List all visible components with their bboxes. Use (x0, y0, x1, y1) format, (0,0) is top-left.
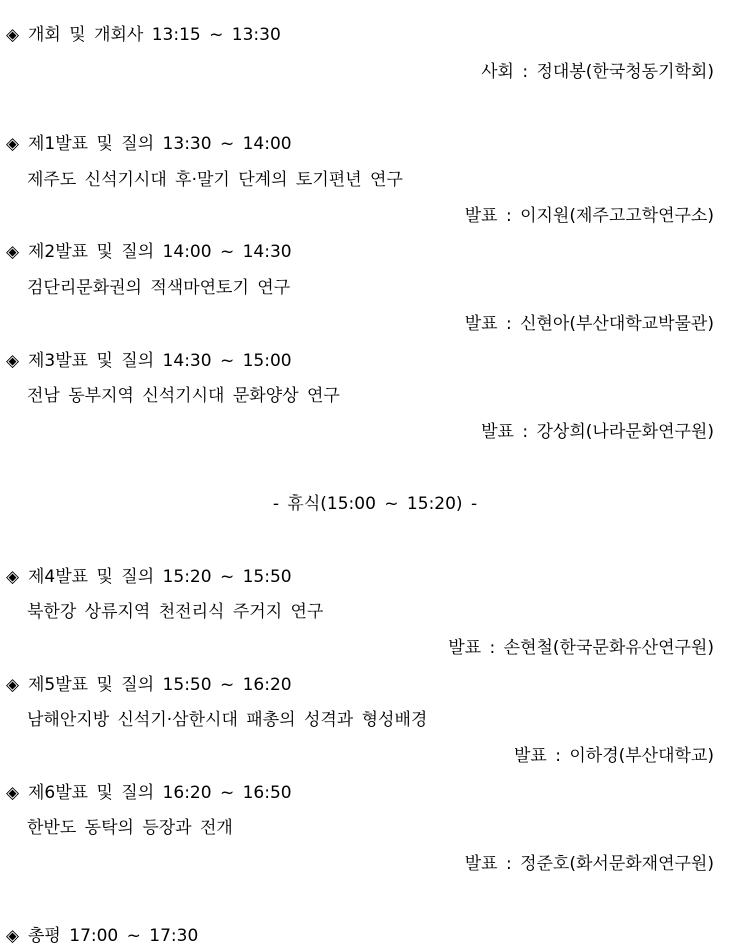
diamond-bullet-icon: ◈ (6, 783, 20, 803)
closing-heading-text: 총평 17:00 ~ 17:30 (28, 926, 199, 946)
diamond-bullet-icon: ◈ (6, 242, 20, 262)
session-4-heading (6, 565, 292, 589)
session-3-title: 전남 동부지역 신석기시대 문화양상 연구 (27, 386, 340, 406)
session-6-title: 한반도 동탁의 등장과 전개 (27, 818, 233, 838)
opening-host: 사회 : 정대봉(한국청동기학회) (481, 62, 714, 82)
session-1-heading-text: 제1발표 및 질의 13:30 ~ 14:00 (28, 134, 292, 154)
session-2-presenter: 발표 : 신현아(부산대학교박물관) (464, 314, 714, 334)
session-4-presenter: 발표 : 손현철(한국문화유산연구원) (448, 638, 714, 658)
session-4-title: 북한강 상류지역 천전리식 주거지 연구 (27, 602, 324, 622)
break-notice: - 휴식(15:00 ~ 15:20) - (272, 494, 478, 514)
opening-heading-text: 개회 및 개회사 13:15 ~ 13:30 (28, 25, 281, 45)
diamond-bullet-icon: ◈ (6, 351, 20, 371)
opening-heading (6, 23, 281, 47)
diamond-bullet-icon: ◈ (6, 25, 20, 45)
diamond-bullet-icon: ◈ (6, 567, 20, 587)
session-6-presenter: 발표 : 정준호(화서문화재연구원) (464, 854, 714, 874)
diamond-bullet-icon: ◈ (6, 926, 20, 946)
session-1-heading (6, 132, 292, 156)
session-6-heading (6, 781, 292, 805)
session-2-heading-text: 제2발표 및 질의 14:00 ~ 14:30 (28, 242, 292, 262)
session-5-heading-text: 제5발표 및 질의 15:50 ~ 16:20 (28, 675, 292, 695)
session-3-heading-text: 제3발표 및 질의 14:30 ~ 15:00 (28, 351, 292, 371)
session-5-title: 남해안지방 신석기·삼한시대 패총의 성격과 형성배경 (27, 710, 428, 730)
session-4-heading-text: 제4발표 및 질의 15:20 ~ 15:50 (28, 567, 292, 587)
closing-heading (6, 924, 198, 948)
session-5-presenter: 발표 : 이하경(부산대학교) (513, 746, 714, 766)
session-5-heading (6, 673, 292, 697)
session-2-title: 검단리문화권의 적색마연토기 연구 (27, 278, 291, 298)
session-3-heading (6, 349, 292, 373)
session-6-heading-text: 제6발표 및 질의 16:20 ~ 16:50 (28, 783, 292, 803)
diamond-bullet-icon: ◈ (6, 134, 20, 154)
diamond-bullet-icon: ◈ (6, 675, 20, 695)
session-3-presenter: 발표 : 강상희(나라문화연구원) (481, 422, 714, 442)
session-2-heading (6, 240, 292, 264)
session-1-presenter: 발표 : 이지원(제주고고학연구소) (464, 206, 714, 226)
session-1-title: 제주도 신석기시대 후·말기 단계의 토기편년 연구 (27, 170, 403, 190)
